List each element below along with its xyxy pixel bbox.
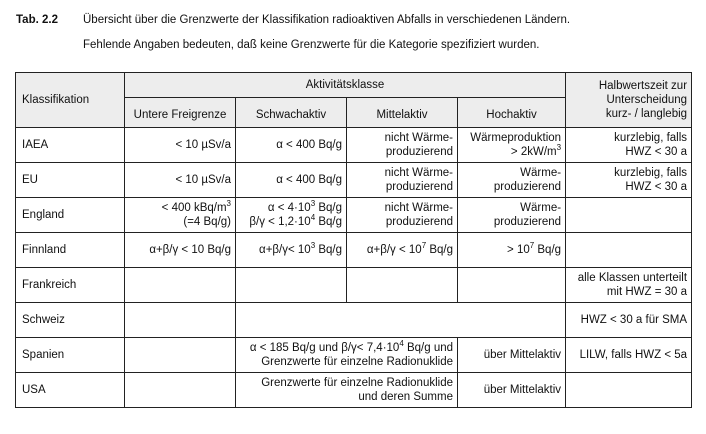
header-hochaktiv: Hochaktiv bbox=[458, 98, 566, 128]
cell-freigrenze: α+β/γ < 10 Bq/g bbox=[125, 233, 236, 268]
cell-schwach-mittel-merged: Grenzwerte für einzelne Radionuklide und deren Summe bbox=[236, 373, 458, 408]
cell-freigrenze: < 10 µSv/a bbox=[125, 128, 236, 163]
cell-halbwertszeit bbox=[566, 373, 692, 408]
cell-hochaktiv: Wärme- produzierend bbox=[458, 198, 566, 233]
cell-schwachaktiv: α < 400 Bq/g bbox=[236, 128, 347, 163]
cell-hochaktiv: über Mittelaktiv bbox=[458, 373, 566, 408]
classification-table bbox=[15, 72, 692, 408]
cell-halbwertszeit bbox=[566, 233, 692, 268]
cell-schwachaktiv: α < 400 Bq/g bbox=[236, 163, 347, 198]
cell-schwach-mittel-merged: α < 185 Bq/g und $\beta/\gamma< 7,4\cdot 10^4$ Bq/g und Grenzwerte für einzelne Radionuklide bbox=[236, 338, 458, 373]
cell-mittelaktiv: nicht Wärme- produzierend bbox=[347, 198, 458, 233]
cell-mittelaktiv: nicht Wärme- produzierend bbox=[347, 128, 458, 163]
table-caption-line1: Übersicht über die Grenzwerte der Klassifikation radioaktiven Abfalls in verschiedenen Ländern. bbox=[83, 14, 571, 26]
table-row bbox=[16, 338, 692, 373]
cell-hochaktiv: über Mittelaktiv bbox=[458, 338, 566, 373]
row-label-frankreich: Frankreich bbox=[16, 268, 125, 303]
cell-halbwertszeit: kurzlebig, falls HWZ < 30 a bbox=[566, 163, 692, 198]
cell-schwachaktiv: $\alpha+\beta/\gamma< 10^3$ Bq/g bbox=[236, 233, 347, 268]
row-label-england: England bbox=[16, 198, 125, 233]
cell-freigrenze: < 10 µSv/a bbox=[125, 163, 236, 198]
cell-hochaktiv: > $10^7$ Bq/g bbox=[458, 233, 566, 268]
header-mittelaktiv: Mittelaktiv bbox=[347, 98, 458, 128]
cell-halbwertszeit: alle Klassen unterteilt mit HWZ = 30 a bbox=[566, 268, 692, 303]
table-label: Tab. 2.2 bbox=[16, 14, 58, 26]
cell-schwachaktiv: $\alpha < 4\cdot 10^3$ Bq/g $\beta/\gamma < 1,2\cdot 10^4$ Bq/g bbox=[236, 198, 347, 233]
table-row bbox=[16, 163, 692, 198]
header-klassifikation: Klassifikation bbox=[16, 73, 125, 128]
cell-schwachaktiv bbox=[236, 268, 347, 303]
header-untere-freigrenze: Untere Freigrenze bbox=[125, 98, 236, 128]
cell-halbwertszeit: HWZ < 30 a für SMA bbox=[566, 303, 692, 338]
table-row bbox=[16, 233, 692, 268]
row-label-iaea: IAEA bbox=[16, 128, 125, 163]
cell-halbwertszeit: kurzlebig, falls HWZ < 30 a bbox=[566, 128, 692, 163]
cell-hochaktiv bbox=[458, 268, 566, 303]
cell-freigrenze bbox=[125, 303, 236, 338]
cell-hochaktiv: Wärmeproduktion > $2kW/m^3$ bbox=[458, 128, 566, 163]
header-halbwertszeit: Halbwertszeit zur Unterscheidung kurz- / langlebig bbox=[566, 73, 692, 128]
row-label-schweiz: Schweiz bbox=[16, 303, 125, 338]
row-label-finnland: Finnland bbox=[16, 233, 125, 268]
cell-hochaktiv: Wärme- produzierend bbox=[458, 163, 566, 198]
cell-freigrenze bbox=[125, 268, 236, 303]
row-label-spanien: Spanien bbox=[16, 338, 125, 373]
table-caption-line2: Fehlende Angaben bedeuten, daß keine Grenzwerte für die Kategorie spezifiziert wurden. bbox=[83, 39, 540, 51]
cell-mittelaktiv: $\alpha+\beta/\gamma < 10^7$ Bq/g bbox=[347, 233, 458, 268]
row-label-usa: USA bbox=[16, 373, 125, 408]
cell-freigrenze: < 400 kBq/$m^3$ (=4 Bq/g) bbox=[125, 198, 236, 233]
cell-aktivitaet-merged bbox=[236, 303, 566, 338]
table-row bbox=[16, 128, 692, 163]
table-row bbox=[16, 268, 692, 303]
header-aktivitaetsklasse: Aktivitätsklasse bbox=[125, 73, 566, 98]
header-schwachaktiv: Schwachaktiv bbox=[236, 98, 347, 128]
table-row bbox=[16, 303, 692, 338]
cell-halbwertszeit: LILW, falls HWZ < 5a bbox=[566, 338, 692, 373]
cell-halbwertszeit bbox=[566, 198, 692, 233]
table-row bbox=[16, 198, 692, 233]
cell-mittelaktiv: nicht Wärme- produzierend bbox=[347, 163, 458, 198]
row-label-eu: EU bbox=[16, 163, 125, 198]
cell-freigrenze bbox=[125, 338, 236, 373]
cell-mittelaktiv bbox=[347, 268, 458, 303]
cell-freigrenze bbox=[125, 373, 236, 408]
table-row bbox=[16, 373, 692, 408]
